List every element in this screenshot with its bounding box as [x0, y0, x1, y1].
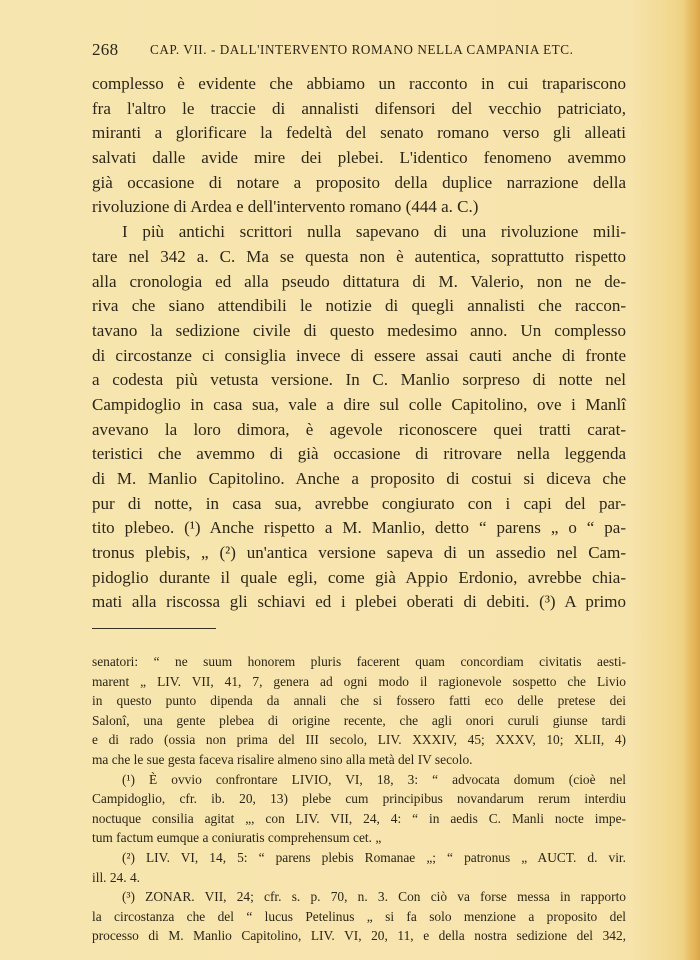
- running-title: CAP. VII. - DALL'INTERVENTO ROMANO NELLA CAMPANIA ETC.: [150, 42, 574, 57]
- text-line: già occasione di notare a proposito della duplice narrazione della: [92, 172, 626, 192]
- footnote-line: (³) ZONAR. VII, 24; cfr. s. p. 70, n. 3. Con ciò va forse messa in rapporto: [122, 889, 626, 905]
- text-line: pidoglio durante il quale egli, come già Appio Erdonio, avrebbe chia-: [92, 567, 626, 587]
- footnote-line: la circostanza che del “ lucus Petelinus „ si fa solo menzione a proposito del: [92, 908, 626, 924]
- text-line: tare nel 342 a. C. Ma se questa non è autentica, soprattutto rispetto: [92, 246, 626, 266]
- page-number: 268: [92, 40, 119, 59]
- text-line: teristici che avemmo di già occasione di ritrovare nella leggenda: [92, 444, 626, 464]
- footnote-line: e di rado (ossia non prima del III secolo, LIV. XXXIV, 45; XXXV, 10; XLII, 4): [92, 732, 626, 748]
- footnote-divider: [92, 628, 216, 629]
- footnote-line: (¹) È ovvio confrontare LIVIO, VI, 18, 3: “ advocata domum (cioè nel: [122, 771, 626, 787]
- text-line: fra l'altro le traccie di annalisti difensori del vecchio patriciato,: [92, 98, 626, 118]
- text-line: salvati dalle avide mire dei plebei. L'identico fenomeno avemmo: [92, 148, 626, 168]
- text-line: complesso è evidente che abbiamo un racconto in cui trapariscono: [92, 74, 626, 93]
- text-line: di M. Manlio Capitolino. Anche a proposito di costui si diceva che: [92, 469, 626, 488]
- footnote-line: processo di M. Manlio Capitolino, LIV. VI, 20, 11, e della nostra sedizione del 342,: [92, 928, 626, 944]
- text-line: tito plebeo. (¹) Anche rispetto a M. Manlio, detto “ parens „ o “ pa-: [92, 518, 626, 538]
- footnote-line: marent „ LIV. VII, 41, 7, genera ad ogni modo il ragionevole sospetto che Livio: [92, 673, 626, 689]
- footnote-line: Campidoglio, cfr. ib. 20, 13) plebe cum principibus novandarum rerum interdiu: [92, 791, 626, 807]
- text-line: I più antichi scrittori nulla sapevano di una rivoluzione mili-: [122, 222, 626, 242]
- footnote-line: ma che le sue gesta faceva risalire almeno sino alla metà del IV secolo.: [92, 751, 473, 767]
- text-line: di circostanze ci consiglia invece di essere assai cauti anche di fronte: [92, 345, 626, 365]
- text-line: rivoluzione di Ardea e dell'intervento romano (444 a. C.): [92, 197, 479, 217]
- text-line: tavano la sedizione civile di questo medesimo anno. Un complesso: [92, 320, 626, 340]
- text-line: pur di notte, in casa sua, avrebbe congiurato con i capi del par-: [92, 493, 626, 513]
- page-edge-shadow: [684, 0, 700, 960]
- text-line: mati alla riscossa gli schiavi ed i plebei oberati di debiti. (³) A primo: [92, 592, 626, 612]
- footnote-line: (²) LIV. VI, 14, 5: “ parens plebis Romanae „; “ patronus „ AUCT. d. vir.: [122, 849, 626, 865]
- text-line: Campidoglio in casa sua, vale a dire sul colle Capitolino, ove i Manlî: [92, 394, 626, 414]
- text-line: tronus plebis, „ (²) un'antica versione sapeva di un assedio nel Cam-: [92, 543, 626, 563]
- footnote-line: in questo punto dipenda da annali che si fossero fatti eco delle pretese dei: [92, 693, 626, 709]
- footnotes: [92, 652, 626, 946]
- main-text: [92, 72, 626, 615]
- text-line: avevano la loro dimora, è agevole riconoscere quei tratti carat-: [92, 419, 626, 439]
- footnote-line: Salonî, una gente plebea di origine recente, che agli onori curuli giunse tardi: [92, 712, 626, 728]
- footnote-line: tum factum eumque a coniuratis comprehensum cet. „: [92, 830, 382, 846]
- text-line: miranti a glorificare la fedeltà del senato romano verso gli alleati: [92, 123, 626, 143]
- footnote-line: noctuque consilia agitat „, con LIV. VII, 24, 4: “ in aedis C. Manli nocte impe-: [92, 810, 626, 826]
- text-line: alla cronologia ed alla pseudo dittatura di M. Valerio, non ne de-: [92, 271, 626, 291]
- footnote-line: senatori: “ ne suum honorem pluris facerent quam concordiam civitatis aesti-: [92, 654, 626, 669]
- footnote-line: ill. 24. 4.: [92, 869, 140, 885]
- text-line: a codesta più vetusta versione. In C. Manlio sorpreso di notte nel: [92, 370, 626, 390]
- text-line: riva che siano attendibili le notizie di quegli annalisti che raccon-: [92, 296, 626, 316]
